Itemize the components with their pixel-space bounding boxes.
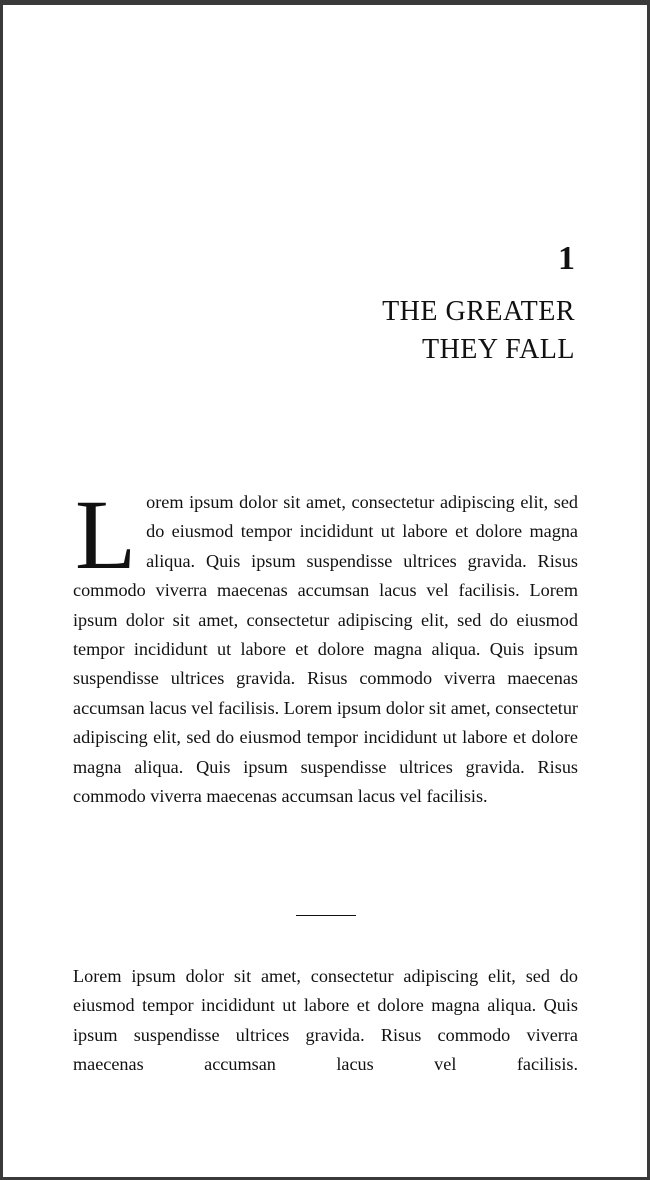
- section-divider: [296, 915, 356, 916]
- book-page: [3, 5, 647, 1177]
- chapter-title: [275, 293, 575, 369]
- drop-cap: L: [75, 479, 137, 590]
- first-paragraph-text: orem ipsum dolor sit amet, consectetur adipiscing elit, sed do eiusmod tempor incididunt ut labore et dolore magna aliqua. Quis ipsum suspendisse ultrices gravida. Risus commodo viverra maecenas accumsan lacus vel facilisis. Lorem ipsum dolor sit amet, consectetur adipiscing elit, sed do eiusmod tempor incididunt ut labore et dolore magna aliqua. Quis ipsum suspendisse ultrices gravida. Risus commodo viverra maecenas accumsan lacus vel facilisis. Lorem ipsum dolor sit amet, consectetur adipiscing elit, sed do eiusmod tempor incididunt ut labore et dolore magna aliqua. Quis ipsum suspendisse ultrices gravida. Risus commodo viverra maecenas accumsan lacus vel facilisis.: [73, 492, 578, 807]
- chapter-title-line-2: THEY FALL: [421, 334, 575, 365]
- chapter-title-line-1: THE GREATER: [382, 296, 575, 327]
- first-paragraph: [73, 479, 578, 811]
- chapter-number: 1: [558, 240, 575, 277]
- second-paragraph: Lorem ipsum dolor sit amet, consectetur adipiscing elit, sed do eiusmod tempor incididunt ut labore et dolore magna aliqua. Quis ipsum suspendisse ultrices gravida. Risus commodo viverra maecenas accumsan lacus vel facilisis.: [73, 966, 578, 1075]
